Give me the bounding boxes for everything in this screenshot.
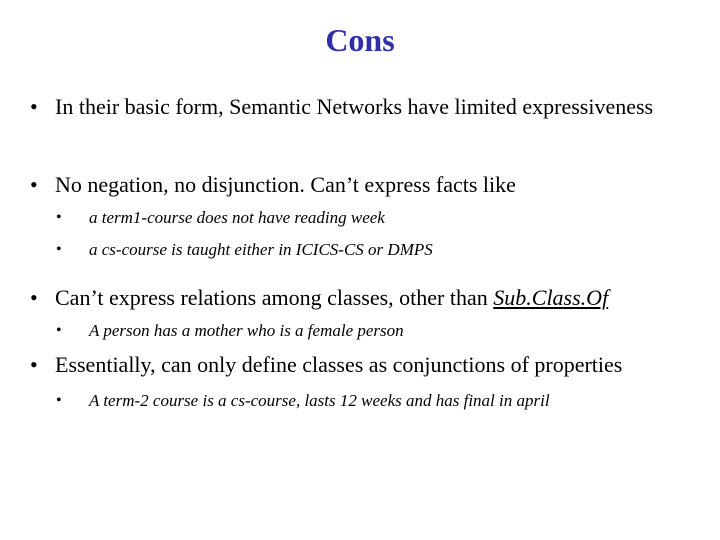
subitem-marker: • (56, 322, 62, 339)
subitem-marker: • (56, 241, 62, 258)
bullet-3-text (55, 283, 695, 313)
subitem-text: A term-2 course is a cs-course, lasts 12 weeks and has final in april (89, 391, 550, 410)
bullet-marker: • (30, 285, 38, 310)
bullet-3-text-main: Can’t express relations among classes, other than (55, 285, 494, 310)
subitem-text: A person has a mother who is a female person (89, 321, 404, 340)
subitem-marker: • (56, 209, 62, 226)
bullet-marker: • (30, 352, 38, 377)
subitem-text: a cs-course is taught either in ICICS-CS or DMPS (89, 240, 433, 259)
bullet-2-text: No negation, no disjunction. Can’t express facts like (55, 172, 516, 197)
bullet-1-text: In their basic form, Semantic Networks have limited expressiveness (55, 94, 654, 119)
bullet-4-text: Essentially, can only define classes as conjunctions of properties (55, 352, 623, 377)
subitem-text: a term1-course does not have reading week (89, 208, 385, 227)
bullet-marker: • (30, 94, 38, 119)
subclassof-term: Sub.Class.Of (493, 285, 609, 310)
bullet-marker: • (30, 172, 38, 197)
slide-title: Cons (325, 22, 395, 58)
subitem-marker: • (56, 392, 62, 409)
